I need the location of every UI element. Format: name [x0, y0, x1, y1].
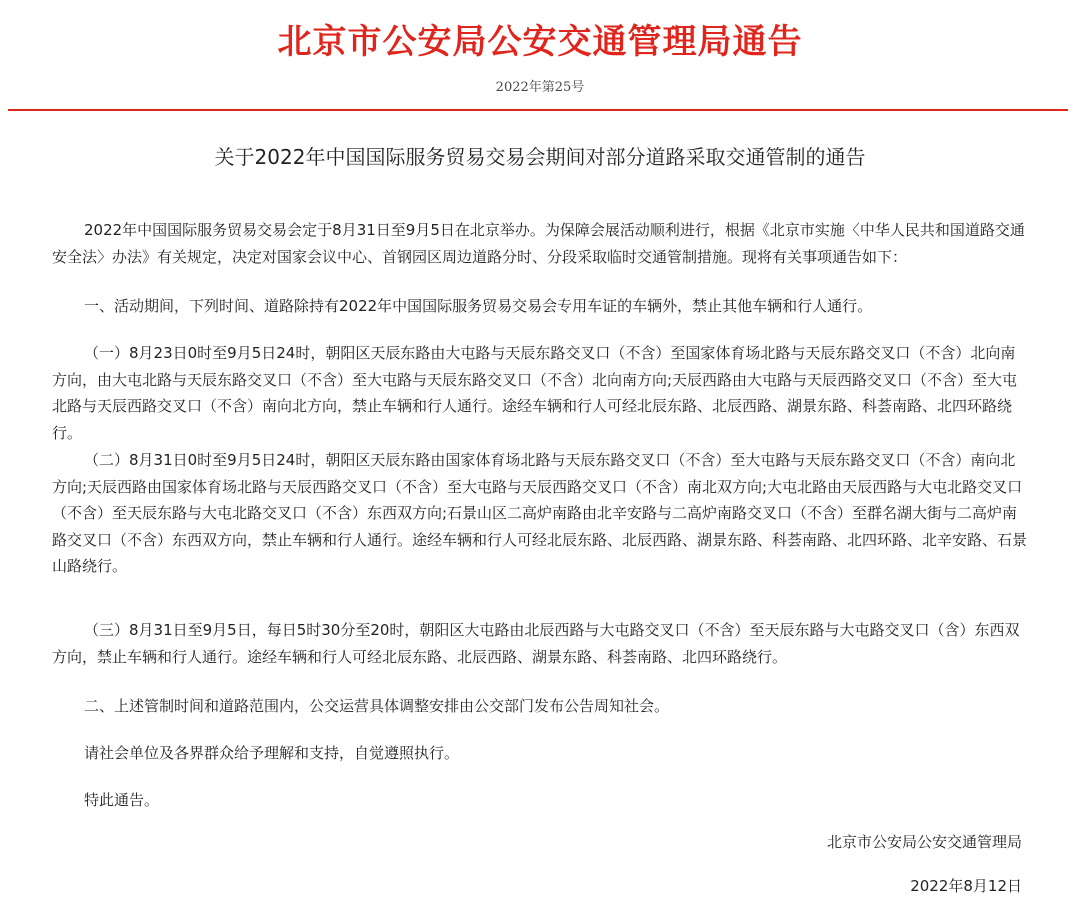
paragraph-item-three: （三）8月31日至9月5日，每日5时30分至20时，朝阳区大屯路由北辰西路与大屯路交叉口（不含）至天辰东路与大屯路交叉口（含）东西双方向，禁止车辆和行人通行。途经车辆和行人可经北辰东路、北辰西路、湖景东路、科荟南路、北四环路绕行。	[52, 621, 1020, 666]
paragraph-intro: 2022年中国国际服务贸易交易会定于8月31日至9月5日在北京举办。为保障会展活动顺利进行，根据《北京市实施〈中华人民共和国道路交通安全法〉办法》有关规定，决定对国家会议中心、首钢园区周边道路分时、分段采取临时交通管制措施。现将有关事项通告如下：	[52, 221, 1025, 266]
paragraph-item-two: （二）8月31日0时至9月5日24时，朝阳区天辰东路由国家体育场北路与天辰东路交叉口（不含）至大屯路与天辰东路交叉口（不含）南向北方向;天辰西路由国家体育场北路与天辰西路交叉口（不含）至大屯路与天辰西路交叉口（不含）南北双方向;大屯北路由天辰西路与大屯北路交叉口（不含）至天辰东路与大屯北路交叉口（不含）东西双方向;石景山区二高炉南路由北辛安路与二高炉南路交叉口（不含）至群名湖大街与二高炉南路交叉口（不含）东西双方向，禁止车辆和行人通行。途经车辆和行人可经北辰东路、北辰西路、湖景东路、科荟南路、北四环路、北辛安路、石景山路绕行。	[52, 451, 1028, 575]
paragraph-section-one: 一、活动期间，下列时间、道路除持有2022年中国国际服务贸易交易会专用车证的车辆外，禁止其他车辆和行人通行。	[84, 297, 873, 315]
issuer-signature: 北京市公安局公安交通管理局	[826, 833, 1022, 851]
paragraph-closing: 特此通告。	[84, 791, 160, 809]
document-number: 2022年第25号	[495, 80, 585, 95]
paragraph-section-two: 二、上述管制时间和道路范围内，公交运营具体调整安排由公交部门发布公告周知社会。	[84, 697, 670, 715]
notice-title: 关于2022年中国国际服务贸易交易会期间对部分道路采取交通管制的通告	[214, 145, 866, 169]
red-divider-line	[8, 109, 1068, 111]
paragraph-item-one: （一）8月23日0时至9月5日24时，朝阳区天辰东路由大屯路与天辰东路交叉口（不含）至国家体育场北路与天辰东路交叉口（不含）北向南方向，由大屯北路与天辰东路交叉口（不含）至大屯路与天辰东路交叉口（不含）北向南方向;天辰西路由大屯路与天辰西路交叉口（不含）至大屯北路与天辰西路交叉口（不含）南向北方向，禁止车辆和行人通行。途经车辆和行人可经北辰东路、北辰西路、湖景东路、科荟南路、北四环路绕行。	[52, 344, 1018, 442]
paragraph-appeal: 请社会单位及各界群众给予理解和支持，自觉遵照执行。	[84, 744, 460, 762]
issue-date: 2022年8月12日	[910, 877, 1022, 895]
issuer-header: 北京市公安局公安交通管理局通告	[277, 22, 803, 62]
